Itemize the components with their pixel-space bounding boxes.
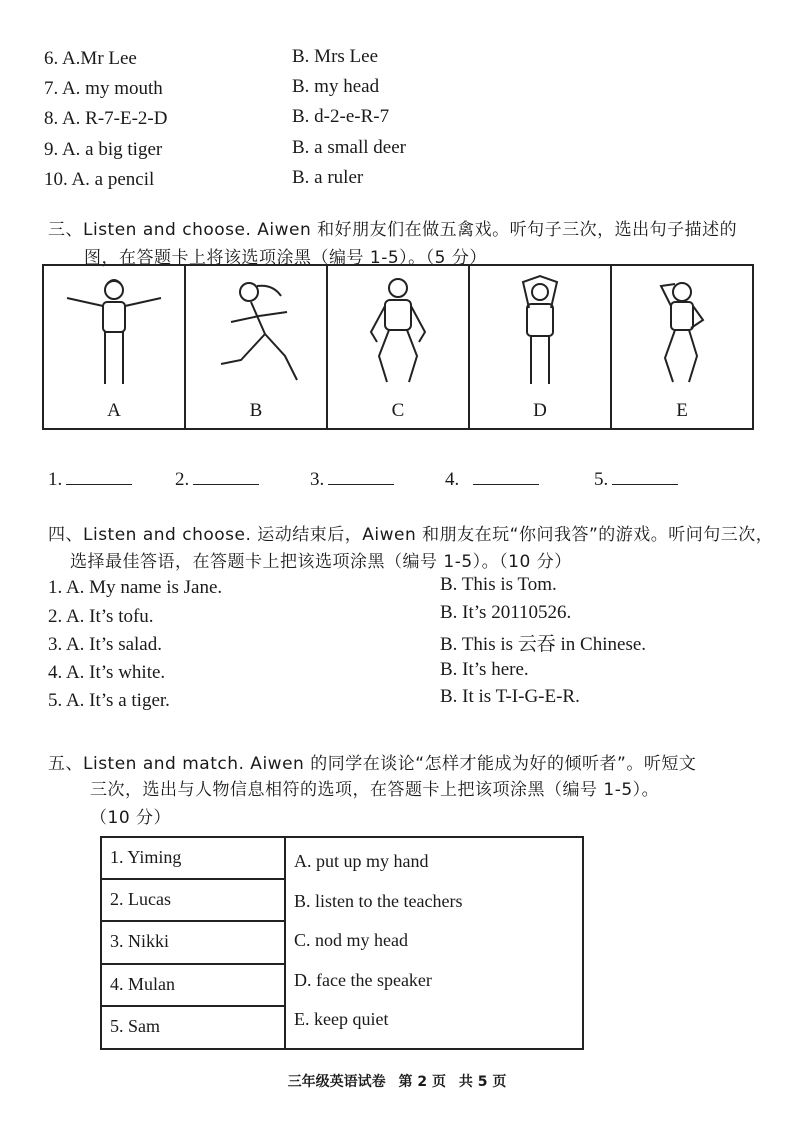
s4-q2-option-a: 2. A. It’s tofu. [48,606,154,627]
blank-number-3: 3. [310,469,325,490]
picture-strip [42,264,754,430]
s4-q5-option-a: 5. A. It’s a tiger. [48,690,170,711]
section5-instruction: 三次，选出与人物信息相符的选项，在答题卡上把该项涂黑（编号 1-5）。 [90,780,660,800]
q8-option-b: B. d-2-e-R-7 [292,106,390,127]
picture-b [186,266,328,428]
person-arms-overhead-icon [485,272,595,396]
section3-heading: 三、Listen and choose. Aiwen 和好朋友们在做五禽戏。听句子三次，选出句子描述的 [48,220,738,240]
answer-blank-1[interactable] [48,466,132,491]
q10-option-a: 10. A. a pencil [44,169,155,190]
person-row: 3. Nikki [102,922,284,964]
match-option: E. keep quiet [294,1009,389,1029]
blank-number-4: 4. [445,469,460,490]
person-row: 4. Mulan [102,965,284,1007]
picture-label-a: A [107,400,121,421]
options-column [294,846,462,1044]
section5-points: （10 分） [90,808,172,828]
s4-q1-option-a: 1. A. My name is Jane. [48,577,223,598]
match-option: C. nod my head [294,930,408,950]
picture-d [470,266,612,428]
footer-page: 第 2 页 [398,1074,446,1090]
person-hand-on-head-icon [627,272,737,396]
picture-label-d: D [533,400,547,421]
footer-title: 三年级英语试卷 [287,1074,386,1090]
q7-option-b: B. my head [292,76,380,97]
section4-instruction: 选择最佳答语，在答题卡上把该选项涂黑（编号 1-5）。（10 分） [70,552,572,572]
section4-heading: 四、Listen and choose. 运动结束后，Aiwen 和朋友在玩“你问我答”的游戏。听问句三次， [48,525,774,545]
person-row: 1. Yiming [102,838,284,880]
person-crouching-icon [343,272,453,396]
s4-q5-option-b: B. It is T-I-G-E-R. [440,686,580,707]
s4-q1-option-b: B. This is Tom. [440,574,557,595]
picture-label-b: B [249,400,263,421]
person-arms-out-icon [59,272,169,396]
answer-blank-2[interactable] [175,466,259,491]
q7-option-a: 7. A. my mouth [44,78,163,99]
people-column [102,838,286,1048]
picture-label-c: C [391,400,405,421]
picture-label-e: E [676,400,688,421]
s4-q3-option-a: 3. A. It’s salad. [48,634,162,655]
s4-q4-option-b: B. It’s here. [440,659,529,680]
person-row: 5. Sam [110,1015,161,1036]
blank-number-2: 2. [175,469,190,490]
answer-blank-4[interactable] [445,466,539,491]
answer-blank-3[interactable] [310,466,394,491]
blank-number-5: 5. [594,469,609,490]
q10-option-b: B. a ruler [292,167,364,188]
person-running-icon [201,272,311,396]
section3-instruction: 图，在答题卡上将该选项涂黑（编号 1-5）。（5 分） [84,248,487,268]
answer-blank-5[interactable] [594,466,678,491]
q9-option-a: 9. A. a big tiger [44,139,163,160]
match-table [100,836,584,1050]
match-option: A. put up my hand [294,851,429,871]
person-row: 2. Lucas [102,880,284,922]
q6-option-a: 6. A.Mr Lee [44,48,137,69]
q8-option-a: 8. A. R-7-E-2-D [44,108,168,129]
picture-a [44,266,186,428]
s4-q2-option-b: B. It’s 20110526. [440,602,572,623]
s4-q4-option-a: 4. A. It’s white. [48,662,166,683]
q9-option-b: B. a small deer [292,137,406,158]
picture-e [612,266,752,428]
picture-c [328,266,470,428]
page-footer [0,1071,794,1091]
footer-total: 共 5 页 [458,1074,507,1090]
q6-option-b: B. Mrs Lee [292,46,379,67]
section5-heading: 五、Listen and match. Aiwen 的同学在谈论“怎样才能成为好的倾听者”。听短文 [48,754,697,774]
match-option: D. face the speaker [294,969,432,990]
s4-q3-option-b: B. This is 云吞 in Chinese. [440,634,647,655]
blank-number-1: 1. [48,469,63,490]
match-option: B. listen to the teachers [294,890,463,911]
